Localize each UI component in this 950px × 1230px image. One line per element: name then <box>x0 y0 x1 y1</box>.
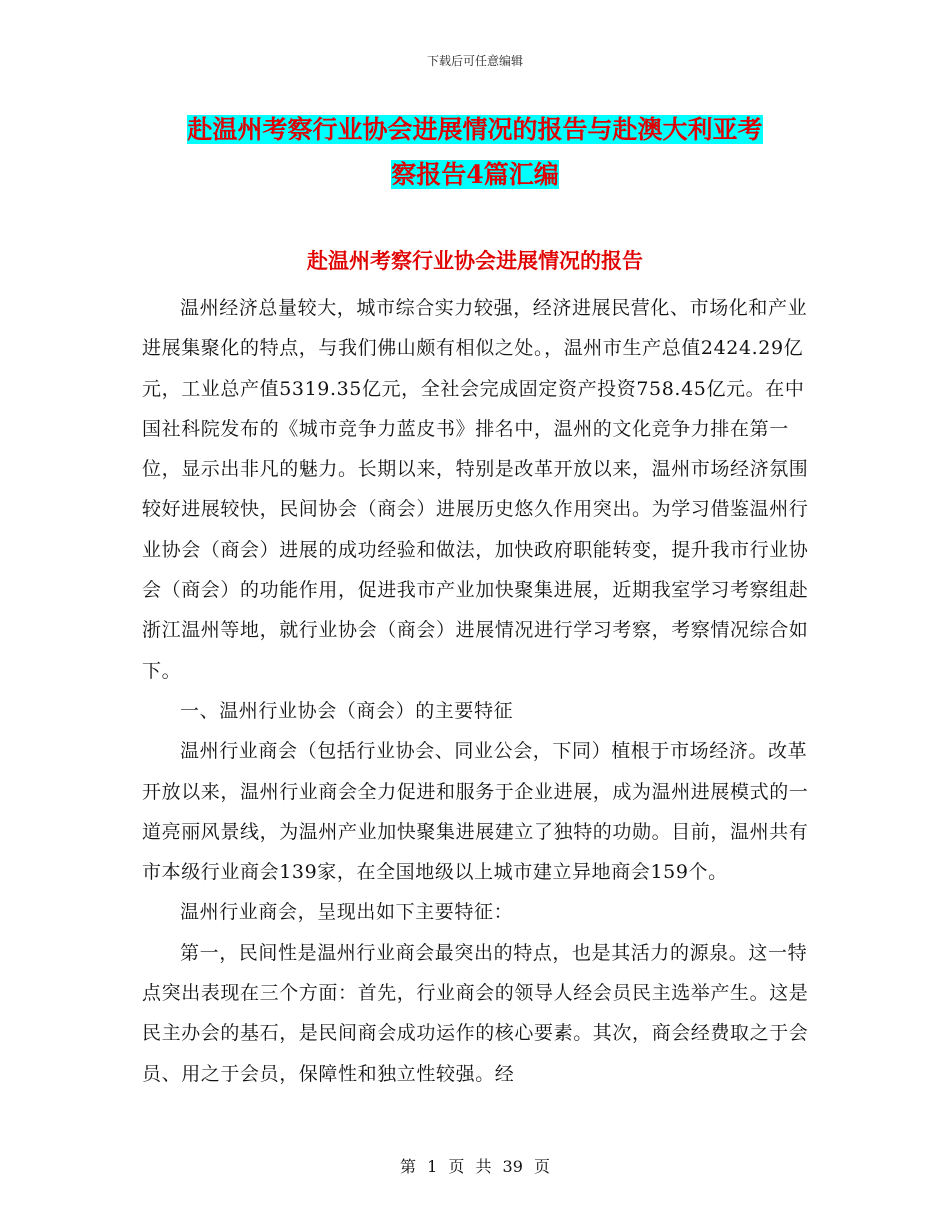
document-title-text-1: 赴温州考察行业协会进展情况的报告与赴澳大利亚考 <box>187 115 763 144</box>
document-title-line-1 <box>0 110 950 150</box>
section-title: 赴温州考察行业协会进展情况的报告 <box>307 248 643 273</box>
paragraph-feature-1: 第一，民间性是温州行业商会最突出的特点，也是其活力的源泉。这一特点突出表现在三个方面：首先，行业商会的领导人经会员民主选举产生。这是民主办会的基石，是民间商会成功运作的核心要素。其次，商会经费取之于会员、用之于会员，保障性和独立性较强。经 <box>142 941 809 1085</box>
body-text <box>142 288 822 1094</box>
document-title-text-2: 察报告4篇汇编 <box>391 160 559 189</box>
page-footer: 第 1 页 共 39 页 <box>400 1157 550 1176</box>
paragraph-heading-1: 一、温州行业协会（商会）的主要特征 <box>180 699 514 722</box>
paragraph-chambers: 温州行业商会（包括行业协会、同业公会，下同）植根于市场经济。改革开放以来，温州行业商会全力促进和服务于企业进展，成为温州进展模式的一道亮丽风景线，为温州产业加快聚集进展建立了独特的功勋。目前，温州共有市本级行业商会139家，在全国地级以上城市建立异地商会159个。 <box>142 740 809 884</box>
paragraph-intro: 温州经济总量较大，城市综合实力较强，经济进展民营化、市场化和产业进展集聚化的特点，与我们佛山颇有相似之处。，温州市生产总值2424.29亿元，工业总产值5319.35亿元，全社会完成固定资产投资758.45亿元。在中国社科院发布的《城市竞争力蓝皮书》排名中，温州的文化竞争力排在第一位，显示出非凡的魅力。长期以来，特别是改革开放以来，温州市场经济氛围较好进展较快，民间协会（商会）进展历史悠久作用突出。为学习借鉴温州行业协会（商会）进展的成功经验和做法，加快政府职能转变，提升我市行业协会（商会）的功能作用，促进我市产业加快聚集进展，近期我室学习考察组赴浙江温州等地，就行业协会（商会）进展情况进行学习考察，考察情况综合如下。 <box>142 297 809 682</box>
paragraph-features-intro: 温州行业商会，呈现出如下主要特征： <box>180 901 514 924</box>
header-note: 下载后可任意编辑 <box>426 54 523 68</box>
document-title-line-2 <box>0 155 950 195</box>
